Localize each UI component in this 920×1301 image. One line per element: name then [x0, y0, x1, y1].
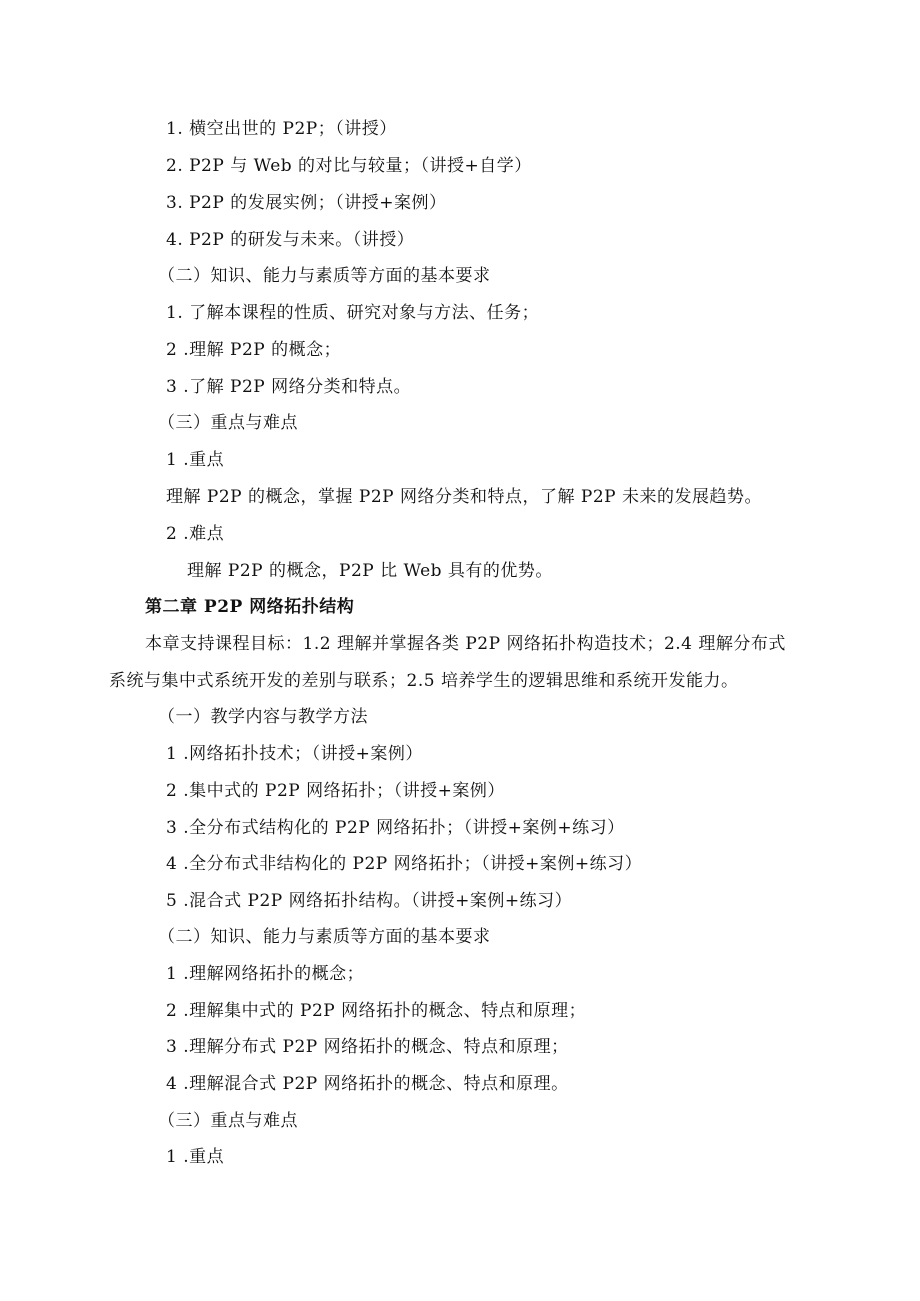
paragraph: 本章支持课程目标：1.2 理解并掌握各类 P2P 网络拓扑构造技术；2.4 理解分布式 [145, 634, 786, 654]
paragraph: 理解 P2P 的概念，掌握 P2P 网络分类和特点，了解 P2P 未来的发展趋势。 [166, 487, 763, 507]
list-item: 3 .理解分布式 P2P 网络拓扑的概念、特点和原理； [166, 1037, 569, 1057]
list-item: 3. P2P 的发展实例；（讲授+案例） [166, 193, 447, 213]
list-item: 4 .理解混合式 P2P 网络拓扑的概念、特点和原理。 [166, 1074, 569, 1094]
list-item: 2. P2P 与 Web 的对比与较量；（讲授+自学） [166, 156, 532, 176]
list-item: 3 .了解 P2P 网络分类和特点。 [166, 377, 412, 397]
list-item: 1. 了解本课程的性质、研究对象与方法、任务； [166, 303, 540, 323]
section-heading: （三）重点与难点 [158, 1111, 298, 1131]
list-item: 5 .混合式 P2P 网络拓扑结构。（讲授+案例+练习） [166, 891, 573, 911]
chapter-title: 第二章 P2P 网络拓扑结构 [145, 597, 355, 617]
list-item: 1. 横空出世的 P2P；（讲授） [166, 119, 397, 139]
subsection-label: 1 .重点 [166, 1147, 225, 1167]
list-item: 1 .网络拓扑技术；（讲授+案例） [166, 744, 423, 764]
section-heading: （一）教学内容与教学方法 [158, 707, 368, 727]
list-item: 4 .全分布式非结构化的 P2P 网络拓扑；（讲授+案例+练习） [166, 854, 643, 874]
list-item: 2 .集中式的 P2P 网络拓扑；（讲授+案例） [166, 781, 505, 801]
subsection-label: 1 .重点 [166, 450, 225, 470]
paragraph: 理解 P2P 的概念，P2P 比 Web 具有的优势。 [187, 561, 553, 581]
subsection-label: 2 .难点 [166, 524, 225, 544]
section-heading: （二）知识、能力与素质等方面的基本要求 [158, 266, 491, 286]
section-heading: （三）重点与难点 [158, 413, 298, 433]
section-heading: （二）知识、能力与素质等方面的基本要求 [158, 927, 491, 947]
paragraph: 系统与集中式系统开发的差别与联系；2.5 培养学生的逻辑思维和系统开发能力。 [109, 671, 739, 691]
list-item: 2 .理解 P2P 的概念； [166, 340, 342, 360]
list-item: 1 .理解网络拓扑的概念； [166, 964, 365, 984]
list-item: 4. P2P 的研发与未来。（讲授） [166, 230, 415, 250]
list-item: 3 .全分布式结构化的 P2P 网络拓扑；（讲授+案例+练习） [166, 818, 625, 838]
list-item: 2 .理解集中式的 P2P 网络拓扑的概念、特点和原理； [166, 1001, 587, 1021]
